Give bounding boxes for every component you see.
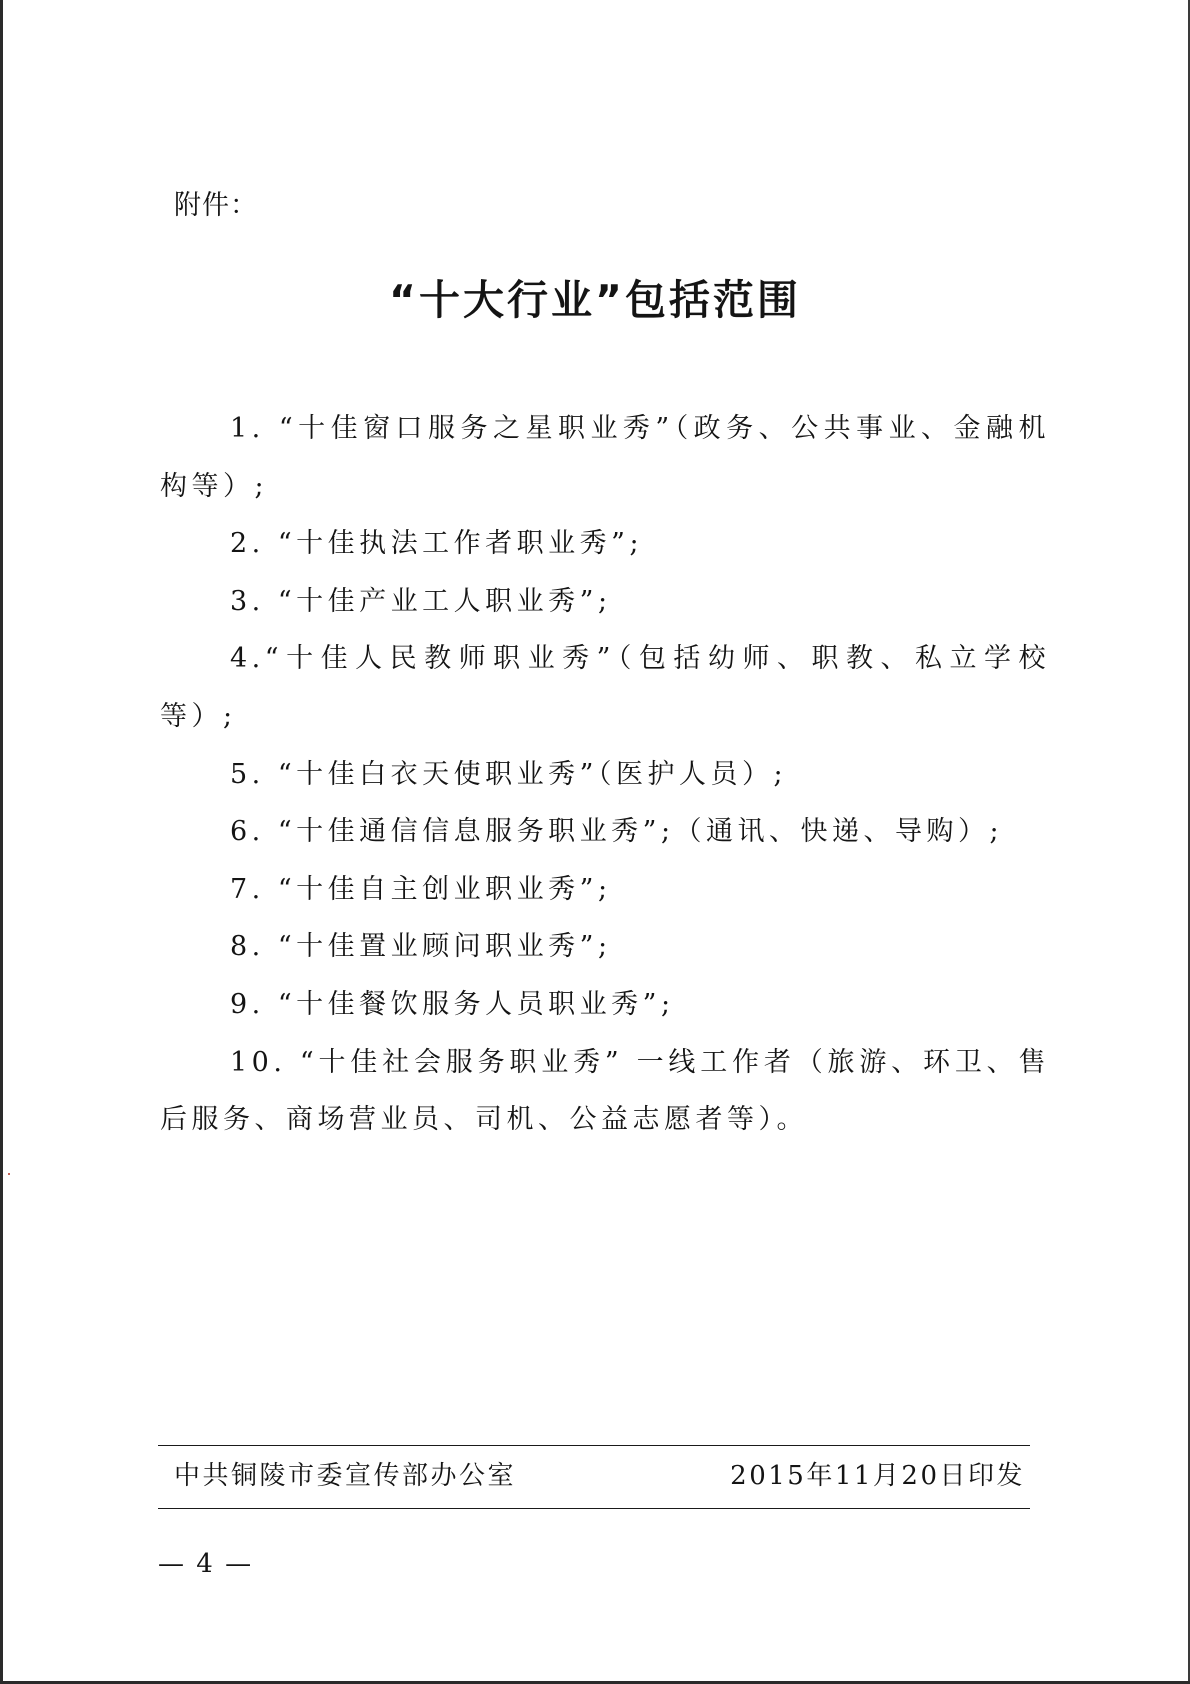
attachment-label: 附件： xyxy=(174,190,258,221)
scan-artifact-dot xyxy=(8,1173,10,1175)
issue-date: 2015年11月20日印发 xyxy=(730,1461,1025,1491)
list-item: 6. “十佳通信信息服务职业秀”;（通讯、快递、导购）; xyxy=(230,816,1004,848)
page-number: — 4 — xyxy=(158,1549,254,1579)
list-item: 5. “十佳白衣天使职业秀”（医护人员）; xyxy=(230,758,788,790)
list-item: 3. “十佳产业工人职业秀”; xyxy=(230,585,612,617)
list-item: 4.“十佳人民教师职业秀”（包括幼师、职教、私立学校等）; xyxy=(160,643,1050,732)
list-item: 7. “十佳自主创业职业秀”; xyxy=(230,873,612,905)
industry-list xyxy=(160,400,1050,1149)
document-title: “十大行业”包括范围 xyxy=(389,276,801,324)
list-item: 1. “十佳窗口服务之星职业秀”（政务、公共事业、金融机构等）; xyxy=(160,413,1050,502)
issuing-organization: 中共铜陵市委宣传部办公室 xyxy=(174,1461,517,1491)
footer-divider-bottom xyxy=(158,1508,1030,1509)
list-item: 2. “十佳执法工作者职业秀”; xyxy=(230,528,644,560)
list-item: 8. “十佳置业顾问职业秀”; xyxy=(230,931,612,963)
list-item: 9. “十佳餐饮服务人员职业秀”; xyxy=(230,988,675,1020)
scan-edge-left xyxy=(0,0,3,1684)
footer-divider-top xyxy=(158,1445,1030,1446)
list-item: 10. “十佳社会服务职业秀” 一线工作者（旅游、环卫、售后服务、商场营业员、司机、公益志愿者等）。 xyxy=(160,1046,1050,1136)
